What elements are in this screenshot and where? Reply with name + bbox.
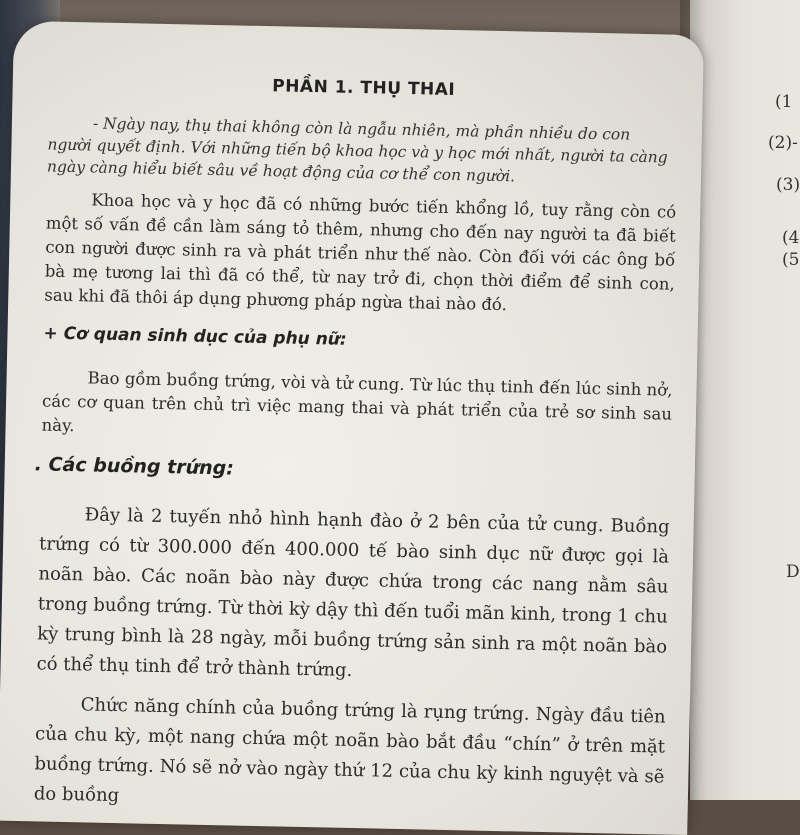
- body-paragraph-3: Đây là 2 tuyến nhỏ hình hạnh đào ở 2 bên của tử cung. Buồng trứng có từ 300.000 đến 400.000 tế bào sinh dục nữ được gọi là noãn bào. Các noãn bào này được chứa trong các nang nằm sâu trong buồng trứng. Từ thời kỳ dậy thì đến tuổi mãn kinh, trong 1 chu kỳ trung bình là 28 ngày, mỗi buồng trứng sản sinh ra một noãn bào có thể thụ tinh để trở thành trứng.: [36, 504, 670, 681]
- margin-number-4: (4: [782, 228, 800, 248]
- intro-paragraph: - Ngày nay, thụ thai không còn là ngẫu nhiên, mà phần nhiều do con người quyết định. Với những tiến bộ khoa học và y học mới nhất, người ta càng ngày càng hiểu biết sâu về hoạt động của cơ thể con người.: [46, 114, 668, 186]
- page-title: PHẦN 1. THỤ THAI: [272, 76, 456, 101]
- margin-letter: D: [786, 562, 800, 582]
- adjacent-page: [690, 0, 800, 800]
- margin-number-3: (3): [776, 175, 800, 195]
- section-heading: + Cơ quan sinh dục của phụ nữ:: [43, 323, 347, 350]
- margin-number-2: (2)-: [768, 133, 798, 153]
- body-paragraph-2: Bao gồm buồng trứng, vòi và tử cung. Từ lúc thụ tinh đến lúc sinh nở, các cơ quan trên chủ trì việc mang thai và phát triển của trẻ sơ sinh sau này.: [41, 368, 673, 436]
- body-paragraph-4: Chức năng chính của buồng trứng là rụng trứng. Ngày đầu tiên của chu kỳ, một nang chứa một noãn bào bắt đầu “chín” ở trên mặt buồng trứng. Nó sẽ nở vào ngày thứ 12 của chu kỳ kinh nguyệt và sẽ do buồng: [33, 694, 666, 807]
- body-paragraph-1: Khoa học và y học đã có những bước tiến khổng lồ, tuy rằng còn có một số vấn đề cần làm sáng tỏ thêm, nhưng cho đến nay người ta đã biết con người được sinh ra và phát triển như thế nào. Còn đối với các ông bố bà mẹ tương lai thì đã có thể, từ nay trở đi, chọn thời điểm để sinh con, sau khi đã thôi áp dụng phương pháp ngừa thai nào đó.: [44, 190, 677, 315]
- margin-number-5: (5: [782, 250, 800, 270]
- margin-number-1: (1: [775, 92, 793, 112]
- book-page: [0, 21, 704, 835]
- subsection-heading: . Các buồng trứng:: [34, 453, 235, 480]
- page-content: [33, 72, 679, 833]
